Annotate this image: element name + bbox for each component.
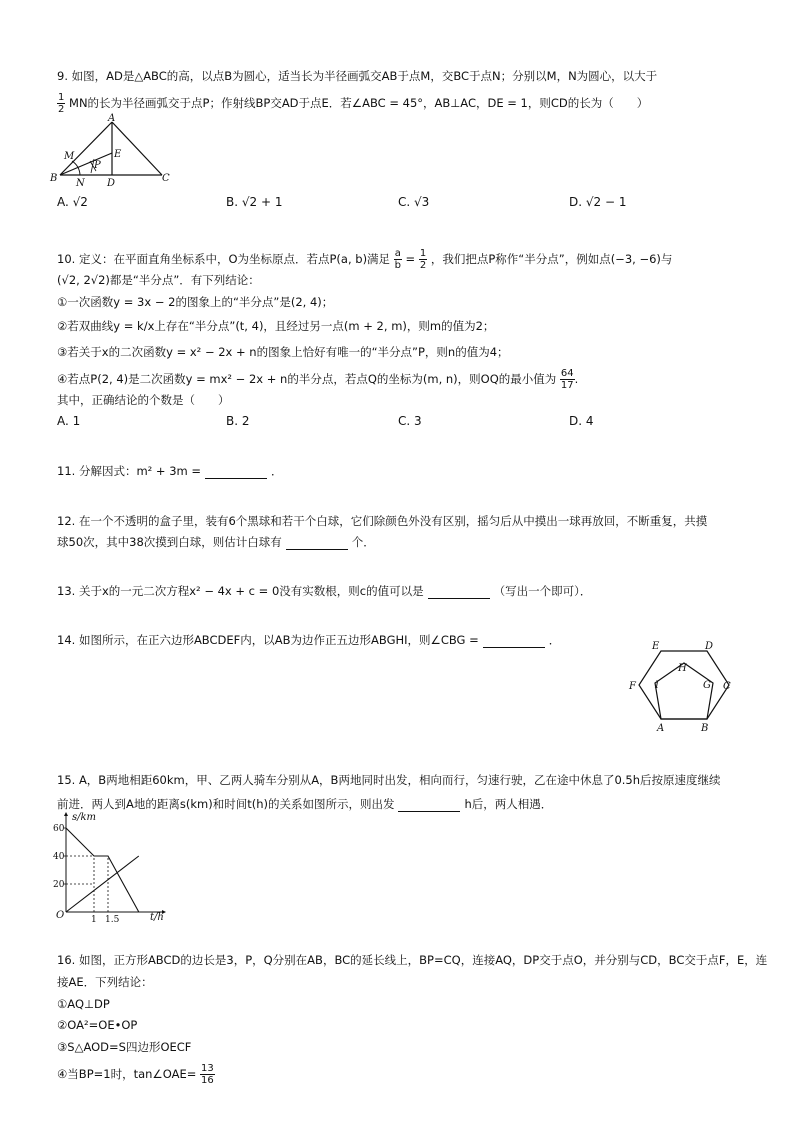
q10-option-d: D. 4 [569,414,594,428]
q15-x-tick-label: 1 [91,915,97,925]
q15-end: h后，两人相遇． [464,797,553,811]
q10-intro-a-text: 10. 定义：在平面直角坐标系中，O为坐标原点．若点P(a, b)满足 [57,252,391,266]
q9-fraction: $\frac{1}{2}$ [58,92,65,115]
q10-statement-3: ③若关于x的二次函数y = x² − 2x + n的图象上恰好有唯一的“半分点”P，则n的值为4； [57,345,509,359]
q12-line2-text: 球50次，其中38次摸到白球，则估计白球有 [57,535,282,549]
q10-fraction-ab: $\frac{a}{b}$ [394,248,401,271]
q15-y-label: s/km [72,812,97,823]
q13-answer-blank[interactable] [428,586,490,599]
q16-statement-2: ②OA²=OE•OP [57,1018,138,1032]
q9-line2 [57,92,648,115]
q14-label-d: D [705,641,714,652]
q9-label-n: N [76,178,85,189]
q15-x-label: t/h [150,912,164,923]
q9-line1: 9. 如图，AD是△ABC的高，以点B为圆心，适当长为半径画弧交AB于点M，交BC于点N；分别以M，N为圆心，以大于 [57,69,658,83]
q14-label-c: C [723,681,731,692]
q14-label-i: I [655,680,659,691]
q10-statement-4-text: ④若点P(2, 4)是二次函数y = mx² − 2x + n的半分点，若点Q的坐标为(m, n)，则OQ的最小值为 [57,372,557,386]
q10-statement-2: ②若双曲线y = k/x上存在“半分点”(t, 4)，且经过另一点(m + 2, m)，则m的值为2； [57,319,495,333]
q9-label-a: A [108,113,116,124]
q14-hexagon [639,651,729,719]
q16-line1: 16. 如图，正方形ABCD的边长是3，P，Q分别在AB，BC的延长线上，BP=CQ，连接AQ，DP交于点O，并分别与CD，BC交于点F，E，连 [57,953,768,967]
q9-side-ab [60,122,112,175]
q15-y-tick-label: 60 [53,824,65,834]
q14-label-b: B [701,723,709,734]
q15-origin-label: O [56,910,65,921]
q15-y-tick-label: 20 [53,880,65,890]
q9-label-c: C [162,173,170,184]
q10-option-b: B. 2 [226,414,250,428]
q12-line1: 12. 在一个不透明的盒子里，装有6个黑球和若干个白球，它们除颜色外没有区别，摇匀后从中摸出一球再放回，不断重复，共摸 [57,514,708,528]
q10-fraction-64-17: $\frac{64}{17}$ [560,368,574,391]
q16-statement-3: ③S△AOD=S四边形OECF [57,1040,192,1054]
q15-series-line-1 [66,856,139,912]
q9-option-c: C. √3 [398,195,430,209]
q11-text: 11. 分解因式：m² + 3m = [57,464,202,478]
q10-intro-a: 10. 定义：在平面直角坐标系中，O为坐标原点．若点P(a, b)满足 $\frac{a}{b}$ = $\frac{1}{2}$ ，我们把点P称作“半分点”，例如点(−3, −6)与 [57,248,673,271]
q11-answer-blank[interactable] [205,466,267,479]
q9-option-b: B. √2 + 1 [226,195,283,209]
q13-text: 13. 关于x的一元二次方程x² − 4x + c = 0没有实数根，则c的值可以是 [57,584,424,598]
q15-x-tick-label: 1.5 [105,915,120,925]
q14-answer-blank[interactable] [483,635,545,648]
q10-statement-4: ④若点P(2, 4)是二次函数y = mx² − 2x + n的半分点，若点Q的坐标为(m, n)，则OQ的最小值为 $\frac{64}{17}$ . [57,368,579,391]
q14-figure [625,635,740,735]
q9-option-d: D. √2 − 1 [569,195,627,209]
q14-label-e: E [652,641,660,652]
q14 [57,632,560,648]
q14-label-f: F [629,681,636,692]
q15-y-arrow [64,812,68,816]
q14-end: ． [548,633,561,647]
q12-end: 个． [351,535,375,549]
q15-y-tick-label: 40 [53,852,65,862]
q10-question: 其中，正确结论的个数是（ ） [57,393,230,407]
q14-label-g: G [703,680,711,691]
q9-label-b: B [50,173,58,184]
q9-label-e: E [114,149,122,160]
q14-text: 14. 如图所示，在正六边形ABCDEF内，以AB为边作正五边形ABGHI，则∠CBG = [57,633,479,647]
q10-intro-b-text: ，我们把点P称作“半分点”，例如点(−3, −6)与 [430,252,673,266]
q9-label-p: P [94,160,101,171]
q9-option-a: A. √2 [57,195,88,209]
q12-line2 [57,534,375,550]
q14-label-a: A [657,723,665,734]
q14-label-h: H [678,663,687,674]
q11-end: ． [271,464,283,478]
q9-label-m: M [64,151,75,162]
q9-figure [50,115,175,190]
q15-chart [52,812,172,925]
q13 [57,583,591,599]
q10-statement-1: ①一次函数y = 3x − 2的图象上的“半分点”是(2, 4)； [57,295,334,309]
q15-line2-text: 前进．两人到A地的距离s(km)和时间t(h)的关系如图所示，则出发 [57,797,395,811]
q9-line2-text: MN的长为半径画弧交于点P；作射线BP交AD于点E．若∠ABC = 45°，AB⊥AC，DE = 1，则CD的长为（ ） [69,96,649,110]
q16-statement-4 [57,1063,215,1086]
q10-fraction-half: $\frac{1}{2}$ [419,248,427,271]
q10-option-c: C. 3 [398,414,422,428]
q10-option-a: A. 1 [57,414,81,428]
q9-label-d: D [107,178,116,189]
q16-fraction-13-16: $\frac{13}{16}$ [201,1063,214,1086]
q15-series-line-0 [66,828,139,912]
q15-answer-blank[interactable] [398,799,460,812]
q10-intro-2: (√2, 2√2)都是“半分点”．有下列结论： [57,273,260,287]
q15-line2 [57,796,552,812]
q11 [57,463,283,479]
q16-statement-4-text: ④当BP=1时，tan∠OAE= [57,1067,197,1081]
q15-line1: 15. A，B两地相距60km，甲、乙两人骑车分别从A，B两地同时出发，相向而行，匀速行驶，乙在途中休息了0.5h后按原速度继续 [57,773,721,787]
q12-answer-blank[interactable] [286,537,348,550]
q16-line2: 接AE．下列结论： [57,975,153,989]
q16-statement-1: ①AQ⊥DP [57,997,110,1011]
q13-end: （写出一个即可）． [493,584,592,598]
